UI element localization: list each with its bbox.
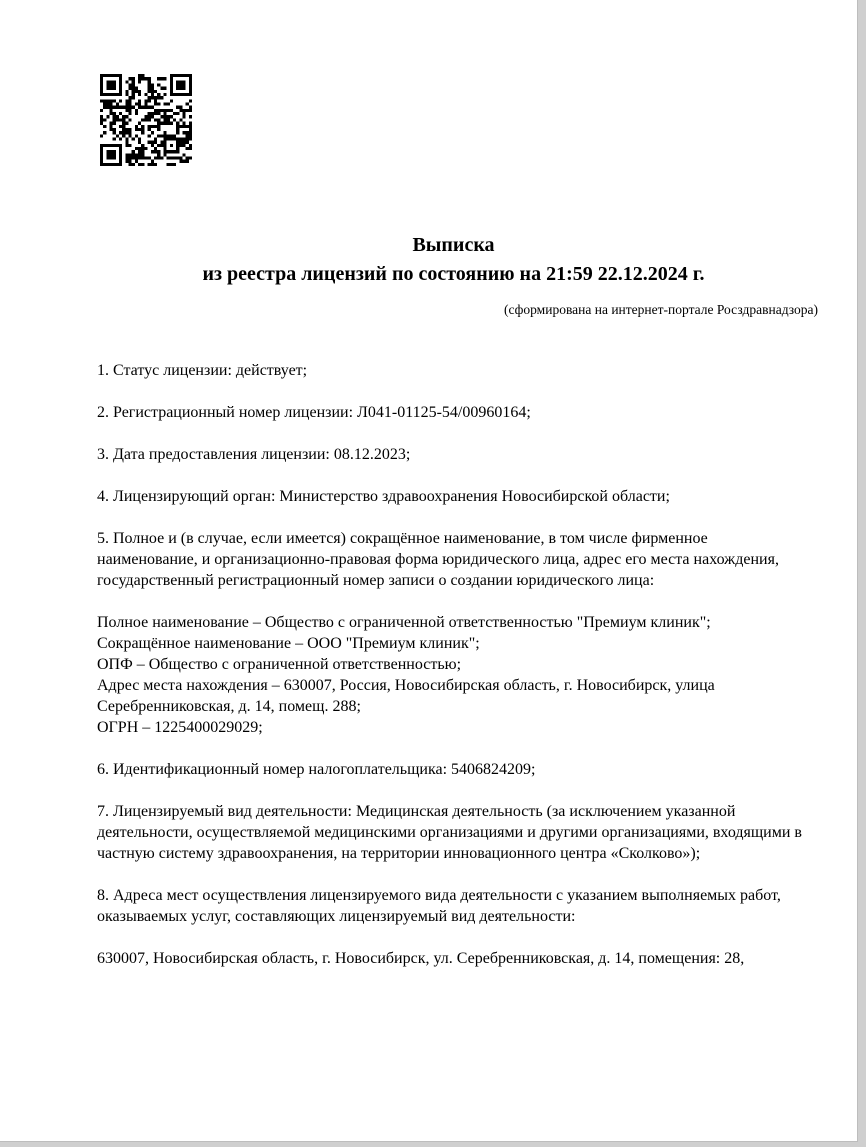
registration-number-item: 2. Регистрационный номер лицензии: Л041-01125-54/00960164; xyxy=(97,404,531,421)
activity-type-item: 7. Лицензируемый вид деятельности: Медицинская деятельность (за исключением указанной деятельности, осуществляемой медицинскими организациями и другими организациями, входящими в частную систему здравоохранения, на территории инновационного центра «Сколково»); xyxy=(97,803,802,862)
title-line-1: Выписка xyxy=(412,234,495,256)
grant-date-item: 3. Дата предоставления лицензии: 08.12.2023; xyxy=(97,446,411,463)
document-subtitle: (сформирована на интернет-портале Росздравнадзора) xyxy=(503,302,818,317)
title-line-2: из реестра лицензий по состоянию на 21:59 22.12.2024 г. xyxy=(202,263,705,285)
activity-addresses-heading: 8. Адреса мест осуществления лицензируемого вида деятельности с указанием выполняемых работ, оказываемых услуг, составляющих лицензируемый вид деятельности: xyxy=(97,887,781,925)
qr-code-icon xyxy=(100,74,192,166)
entity-info-heading: 5. Полное и (в случае, если имеется) сокращённое наименование, в том числе фирменное наименование, и организационно-правовая форма юридического лица, адрес его места нахождения, государственный регистрационный номер записи о создании юридического лица: xyxy=(97,530,779,589)
org-opf-line: ОПФ – Общество с ограниченной ответственностью; xyxy=(97,656,462,673)
inn-item: 6. Идентификационный номер налогоплательщика: 5406824209; xyxy=(97,761,536,778)
license-status-item: 1. Статус лицензии: действует; xyxy=(97,362,308,379)
licensing-authority-item: 4. Лицензирующий орган: Министерство здравоохранения Новосибирской области; xyxy=(97,488,670,505)
org-short-name-line: Сокращённое наименование – ООО "Премиум клиник"; xyxy=(97,635,480,652)
org-address-line: Адрес места нахождения – 630007, Россия, Новосибирская область, г. Новосибирск, улица Серебренниковская, д. 14, помещ. 288; xyxy=(97,677,715,715)
document-title xyxy=(97,231,810,289)
document-body xyxy=(97,360,804,990)
org-ogrn-line: ОГРН – 1225400029029; xyxy=(97,719,263,736)
organization-details-block xyxy=(97,612,804,738)
org-full-name-line: Полное наименование – Общество с ограниченной ответственностью "Премиум клиник"; xyxy=(97,614,711,631)
activity-address-line: 630007, Новосибирская область, г. Новосибирск, ул. Серебренниковская, д. 14, помещения: 28, xyxy=(97,950,745,967)
